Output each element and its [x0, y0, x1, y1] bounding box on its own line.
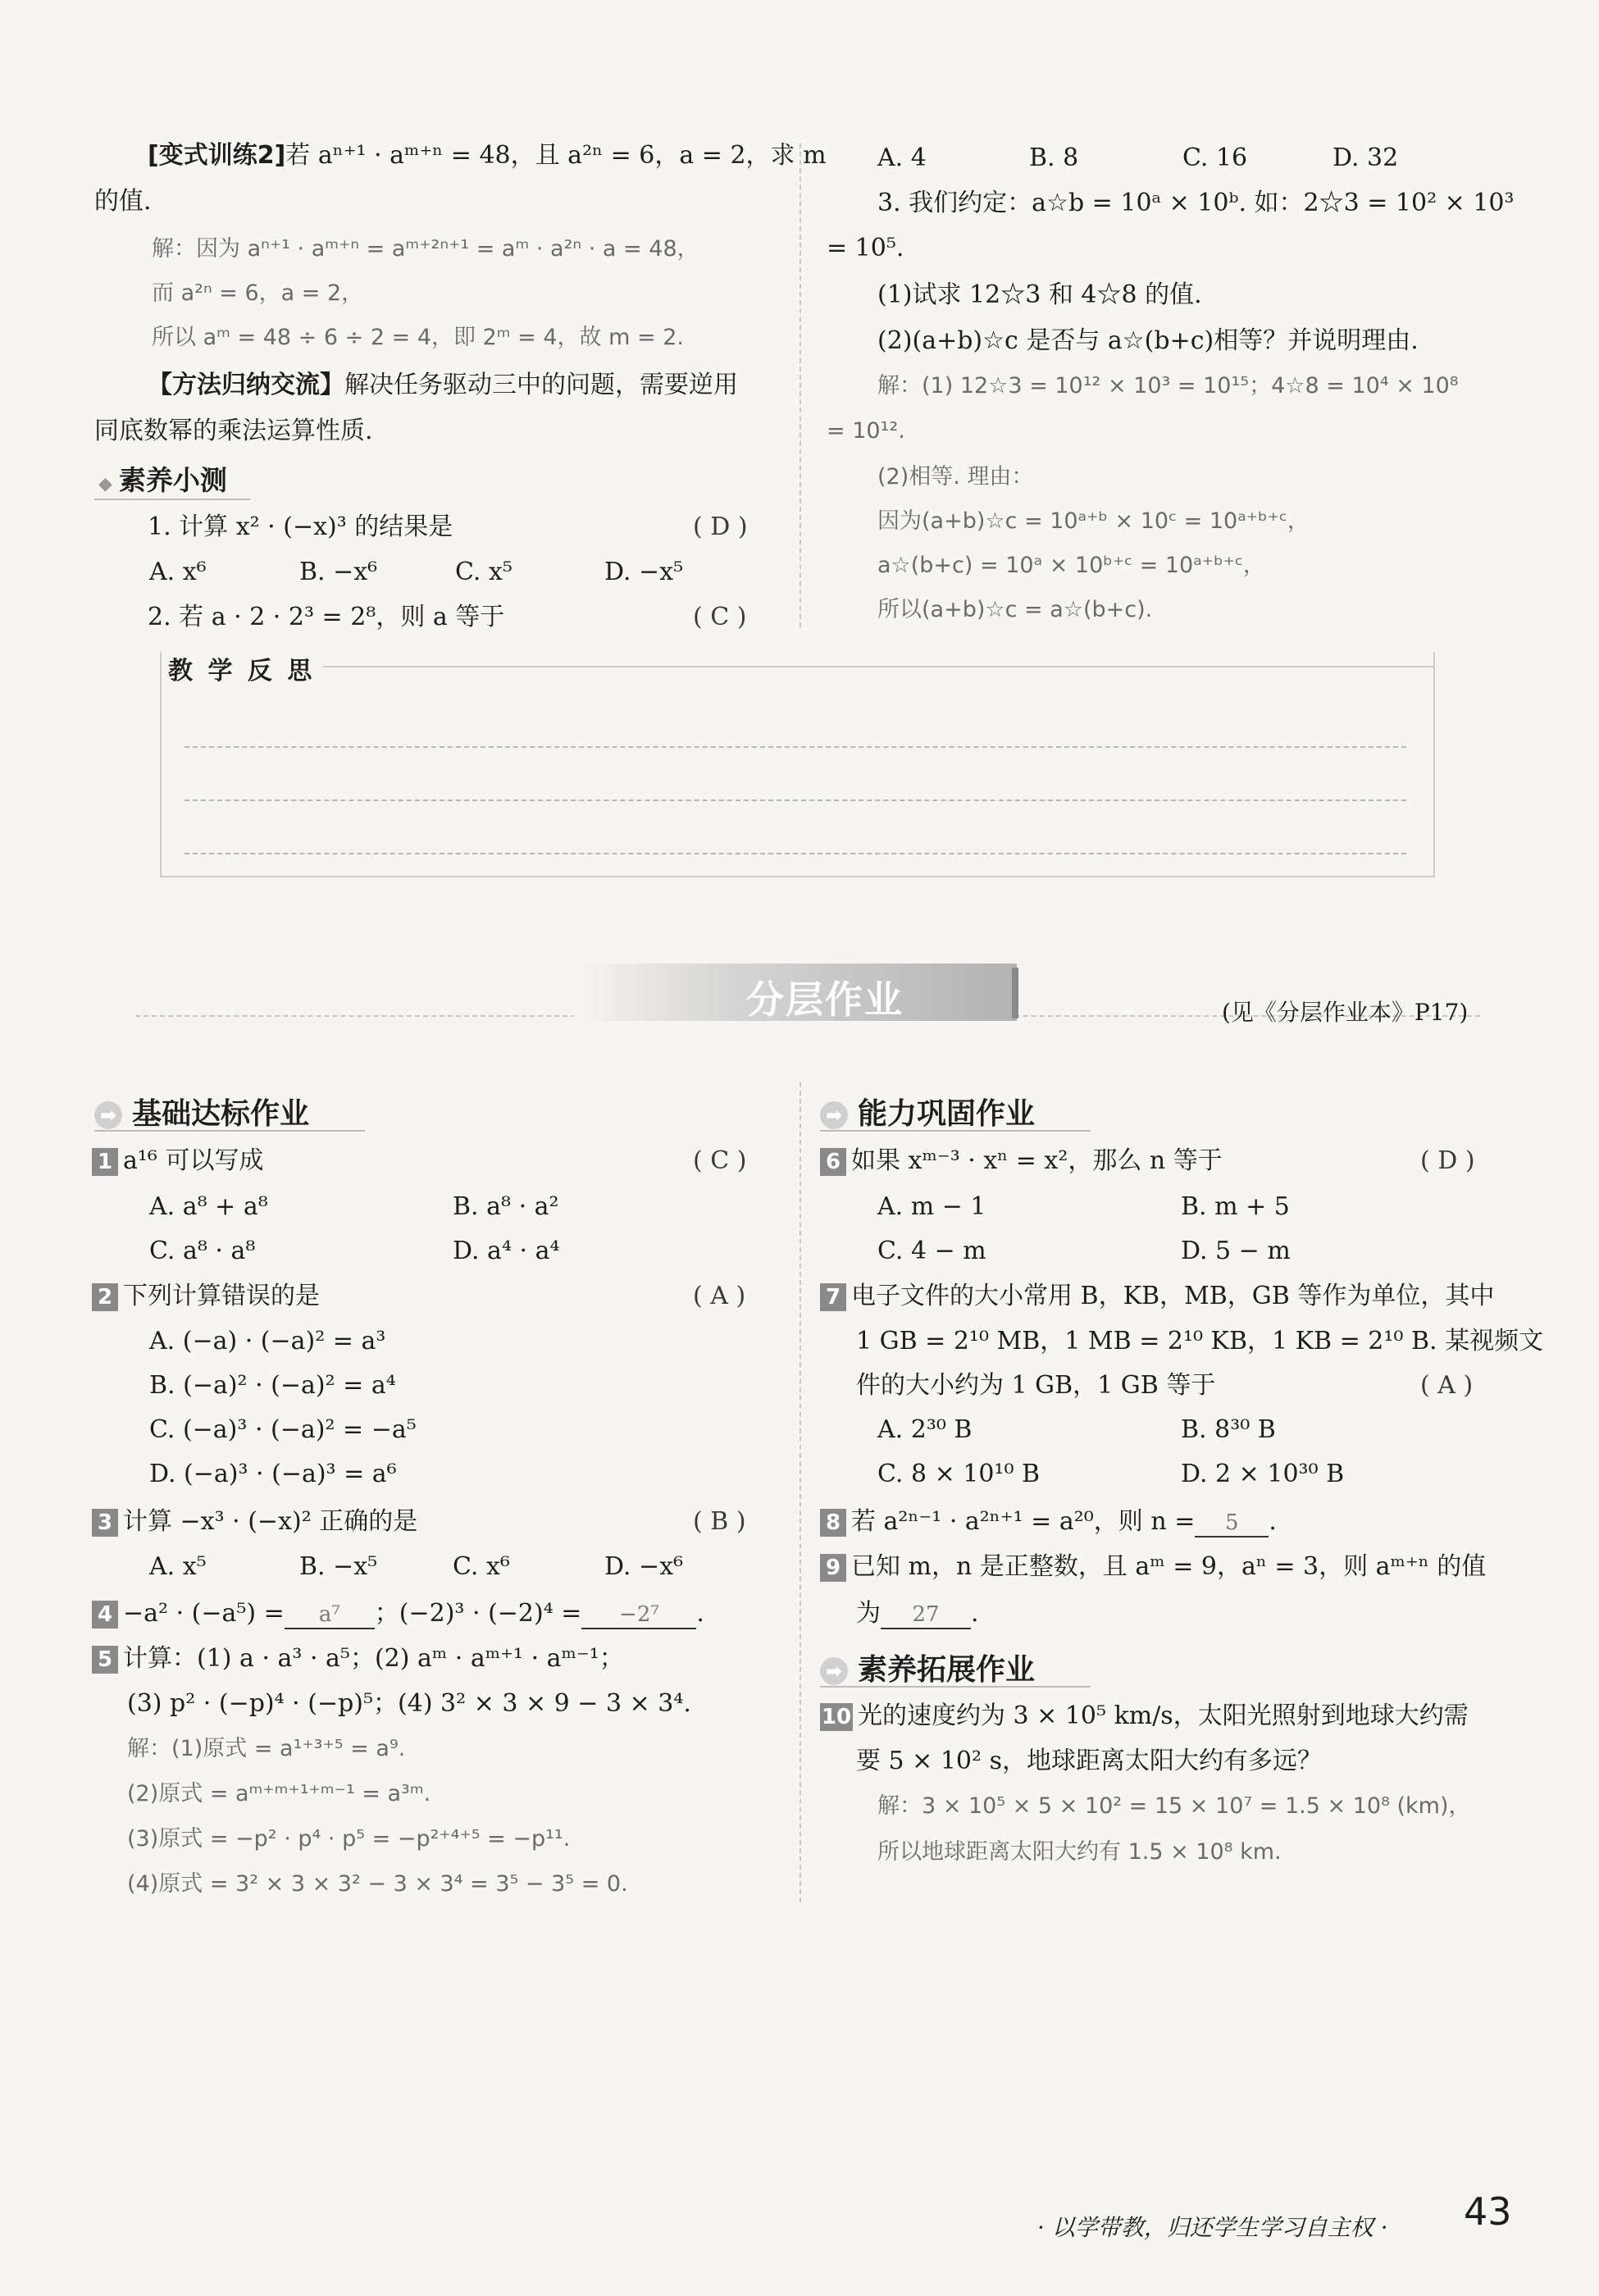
question-9-cont: [856, 1599, 979, 1629]
option: D. (−a)³ · (−a)³ = a⁶: [149, 1460, 397, 1488]
question-7-cont: 1 GB = 2¹⁰ MB，1 MB = 2¹⁰ KB，1 KB = 2¹⁰ B. 某视频文: [856, 1327, 1544, 1355]
option: D. a⁴ · a⁴: [453, 1237, 560, 1265]
option: A. a⁸ + a⁸: [149, 1192, 268, 1221]
question-text: 光的速度约为 3 × 10⁵ km/s，太阳光照射到地球大约需: [858, 1702, 1469, 1730]
question-text: 为: [856, 1599, 881, 1628]
quiz-option: C. 16: [1182, 144, 1248, 172]
question-text-end: .: [1269, 1507, 1277, 1536]
question-2: [92, 1282, 320, 1311]
reflection-box: [160, 652, 1435, 877]
arrow-icon: ➡: [94, 1101, 122, 1129]
option: A. m − 1: [877, 1192, 986, 1221]
answer-blank[interactable]: 5: [1195, 1510, 1269, 1538]
quiz-question-3-part1: (1)试求 12☆3 和 4☆8 的值.: [877, 280, 1202, 309]
solution-line: 而 a²ⁿ = 6，a = 2，: [152, 280, 364, 306]
solution-line: 所以(a+b)☆c = a☆(b+c).: [877, 597, 1153, 622]
solution-line: (2)原式 = aᵐ⁺ᵐ⁺¹⁺ᵐ⁻¹ = a³ᵐ.: [127, 1781, 431, 1806]
solution-line: 所以 aᵐ = 48 ÷ 6 ÷ 2 = 4，即 2ᵐ = 4，故 m = 2.: [152, 325, 684, 350]
solution-line: 解：(1) 12☆3 = 10¹² × 10³ = 10¹⁵；4☆8 = 10⁴ × 10⁸: [877, 373, 1459, 399]
section-title-ability: [820, 1091, 1035, 1132]
arrow-icon: ➡: [820, 1657, 848, 1685]
option: D. 2 × 10³⁰ B: [1181, 1460, 1345, 1488]
question-7: [820, 1282, 1494, 1311]
ability-section-title: 能力巩固作业: [858, 1097, 1036, 1131]
question-5-cont: (3) p² · (−p)⁴ · (−p)⁵；(4) 3² × 3 × 9 − 3 × 3⁴.: [127, 1689, 691, 1718]
basic-section-title: 基础达标作业: [132, 1097, 310, 1131]
question-number-badge: 3: [92, 1509, 118, 1537]
question-10: [820, 1702, 1469, 1731]
question-number-badge: 2: [92, 1283, 118, 1311]
quiz-option: D. −x⁵: [604, 558, 684, 586]
question-9: [820, 1552, 1486, 1582]
solution-line: (4)原式 = 3² × 3 × 3² − 3 × 3⁴ = 3⁵ − 3⁵ = 0.: [127, 1871, 628, 1897]
title-underline: [820, 1130, 1091, 1132]
solution-line: = 10¹².: [827, 418, 905, 444]
question-text: 已知 m，n 是正整数，且 aᵐ = 9，aⁿ = 3，则 aᵐ⁺ⁿ 的值: [851, 1552, 1487, 1581]
variant-training-label: [变式训练2]: [148, 141, 286, 170]
question-1: [92, 1146, 263, 1176]
extension-section-title: 素养拓展作业: [858, 1653, 1036, 1687]
section-title-literacy-quiz: [98, 459, 227, 498]
quiz-question-1: 1. 计算 x² · (−x)³ 的结果是: [148, 512, 453, 541]
quiz-question-3-cont: = 10⁵.: [827, 234, 904, 262]
title-underline: [94, 1130, 365, 1132]
quiz-question-3: 3. 我们约定：a☆b = 10ᵃ × 10ᵇ. 如：2☆3 = 10² × 10³: [877, 189, 1515, 217]
question-text-end: .: [696, 1599, 704, 1628]
solution-line: 所以地球距离太阳大约有 1.5 × 10⁸ km.: [877, 1839, 1282, 1865]
quiz-option: D. 32: [1332, 144, 1399, 172]
quiz-option: A. x⁶: [149, 558, 207, 586]
variant-training-text: 若 aⁿ⁺¹ · aᵐ⁺ⁿ = 48，且 a²ⁿ = 6，a = 2，求 m: [285, 141, 827, 170]
variant-training-question: [148, 141, 827, 171]
question-text: 如果 xᵐ⁻³ · xⁿ = x²，那么 n 等于: [851, 1146, 1223, 1175]
question-number-badge: 7: [820, 1283, 846, 1311]
option: A. x⁵: [149, 1552, 207, 1581]
quiz-answer-1: ( D ): [693, 512, 748, 541]
quiz-option: B. 8: [1029, 144, 1079, 172]
banner-title: 分层作业: [746, 977, 904, 1022]
variant-training-text-2: 的值.: [94, 187, 152, 216]
footer-motto: · 以学带教，归还学生学习自主权 ·: [1037, 2214, 1388, 2241]
answer-3: ( B ): [693, 1507, 746, 1536]
question-number-badge: 10: [821, 1705, 852, 1729]
literacy-quiz-title: 素养小测: [118, 464, 227, 496]
section-title-basic: [94, 1091, 309, 1132]
method-text: 解决任务驱动三中的问题，需要逆用: [344, 371, 738, 399]
banner-end-bar: [1012, 968, 1018, 1018]
option: C. x⁶: [453, 1552, 510, 1581]
answer-2: ( A ): [693, 1282, 746, 1310]
quiz-answer-2: ( C ): [693, 603, 747, 631]
question-number-badge: 9: [820, 1554, 846, 1582]
question-text: −a² · (−a⁵) =: [123, 1599, 285, 1628]
option: B. (−a)² · (−a)² = a⁴: [149, 1371, 396, 1400]
option: B. m + 5: [1181, 1192, 1290, 1221]
question-text: 下列计算错误的是: [123, 1282, 320, 1310]
question-text-end: .: [971, 1599, 979, 1628]
question-text: ；(−2)³ · (−2)⁴ =: [374, 1599, 582, 1628]
quiz-question-3-part2: (2)(a+b)☆c 是否与 a☆(b+c)相等？并说明理由.: [877, 326, 1419, 355]
answer-7: ( A ): [1420, 1371, 1474, 1400]
reflection-line[interactable]: [184, 746, 1406, 748]
question-5: [92, 1644, 624, 1674]
answer-blank[interactable]: −2⁷: [581, 1602, 696, 1629]
option: C. 4 − m: [877, 1237, 986, 1265]
question-6: [820, 1146, 1223, 1176]
answer-blank[interactable]: a⁷: [285, 1602, 375, 1629]
question-number-badge: 6: [820, 1148, 846, 1176]
quiz-option: B. −x⁶: [299, 558, 378, 586]
title-underline: [820, 1686, 1091, 1688]
quiz-option: A. 4: [877, 144, 927, 172]
solution-line: 解：3 × 10⁵ × 5 × 10² = 15 × 10⁷ = 1.5 × 10⁸ (km)，: [877, 1793, 1471, 1819]
solution-line: (3)原式 = −p² · p⁴ · p⁵ = −p²⁺⁴⁺⁵ = −p¹¹.: [127, 1826, 571, 1852]
option: D. −x⁶: [604, 1552, 684, 1581]
question-number-badge: 5: [92, 1646, 118, 1674]
column-divider-bottom: [800, 1082, 801, 1902]
answer-1: ( C ): [693, 1146, 747, 1175]
reflection-line[interactable]: [184, 800, 1406, 801]
column-divider-top: [800, 144, 801, 627]
question-7-cont: 件的大小约为 1 GB，1 GB 等于: [856, 1371, 1216, 1400]
method-text-2: 同底数幂的乘法运算性质.: [94, 417, 373, 445]
option: B. −x⁵: [299, 1552, 378, 1581]
option: B. a⁸ · a²: [453, 1192, 559, 1221]
section-title-extension: [820, 1647, 1035, 1688]
solution-line: (2)相等. 理由：: [877, 464, 1034, 490]
question-text: 电子文件的大小常用 B，KB，MB，GB 等作为单位，其中: [851, 1282, 1495, 1310]
answer-6: ( D ): [1420, 1146, 1475, 1175]
answer-blank[interactable]: 27: [881, 1602, 971, 1629]
option: C. (−a)³ · (−a)² = −a⁵: [149, 1415, 417, 1444]
question-number-badge: 1: [92, 1148, 118, 1176]
question-8: [820, 1507, 1277, 1538]
question-4: [92, 1599, 704, 1629]
method-label: 【方法归纳交流】: [148, 371, 344, 399]
solution-line: a☆(b+c) = 10ᵃ × 10ᵇ⁺ᶜ = 10ᵃ⁺ᵇ⁺ᶜ，: [877, 553, 1265, 578]
method-summary: [148, 371, 738, 400]
solution-line: 解：因为 aⁿ⁺¹ · aᵐ⁺ⁿ = aᵐ⁺²ⁿ⁺¹ = aᵐ · a²ⁿ · a = 48，: [152, 236, 699, 262]
quiz-question-2: 2. 若 a · 2 · 2³ = 2⁸，则 a 等于: [148, 603, 505, 631]
option: A. 2³⁰ B: [877, 1415, 973, 1444]
question-10-cont: 要 5 × 10² s，地球距离太阳大约有多远？: [856, 1747, 1322, 1775]
option: C. a⁸ · a⁸: [149, 1237, 256, 1265]
question-number-badge: 4: [92, 1601, 118, 1629]
solution-line: 因为(a+b)☆c = 10ᵃ⁺ᵇ × 10ᶜ = 10ᵃ⁺ᵇ⁺ᶜ，: [877, 508, 1310, 534]
question-text: 计算 −x³ · (−x)² 正确的是: [123, 1507, 418, 1536]
reflection-top-rule: [312, 666, 1435, 667]
option: C. 8 × 10¹⁰ B: [877, 1460, 1041, 1488]
solution-line: 解：(1)原式 = a¹⁺³⁺⁵ = a⁹.: [127, 1736, 406, 1761]
question-text: 计算：(1) a · a³ · a⁵；(2) aᵐ · aᵐ⁺¹ · aᵐ⁻¹；: [123, 1644, 624, 1673]
question-number-badge: 8: [820, 1509, 846, 1537]
question-text: a¹⁶ 可以写成: [123, 1146, 264, 1175]
title-underline: [94, 499, 250, 500]
diamond-icon: ◆: [98, 474, 112, 494]
reflection-title: 教 学 反 思: [168, 650, 323, 686]
reflection-line[interactable]: [184, 853, 1406, 854]
question-text: 若 a²ⁿ⁻¹ · a²ⁿ⁺¹ = a²⁰，则 n =: [851, 1507, 1196, 1536]
option: D. 5 − m: [1181, 1237, 1291, 1265]
page-number: 43: [1464, 2189, 1512, 2234]
option: A. (−a) · (−a)² = a³: [149, 1327, 386, 1355]
option: B. 8³⁰ B: [1181, 1415, 1276, 1444]
arrow-icon: ➡: [820, 1101, 848, 1129]
question-3: [92, 1507, 417, 1537]
quiz-option: C. x⁵: [455, 558, 512, 586]
banner-reference: (见《分层作业本》P17): [1222, 999, 1469, 1026]
